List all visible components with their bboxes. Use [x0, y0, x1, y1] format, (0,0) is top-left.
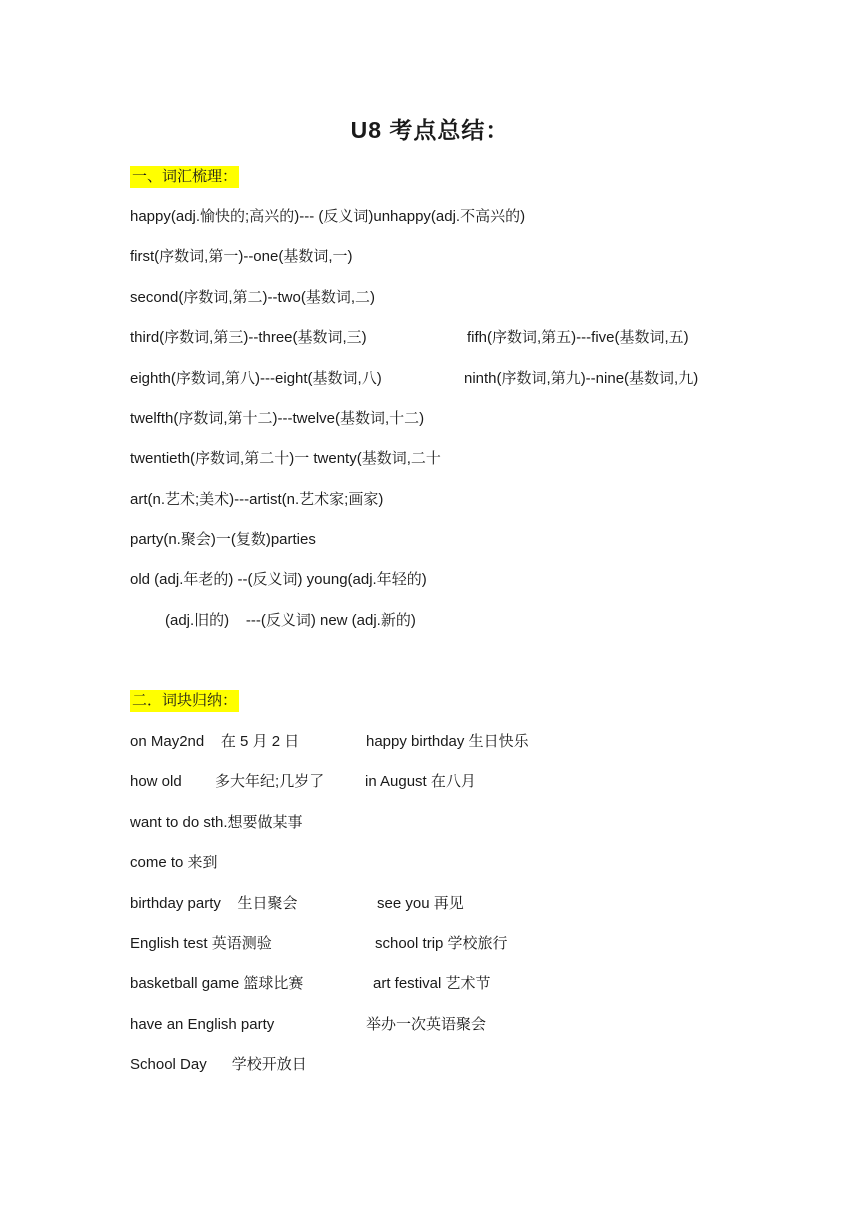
vocab-line: first(序数词,第一)--one(基数词,一) [130, 248, 353, 265]
phrase-line: want to do sth.想要做某事 [130, 814, 303, 831]
phrase-line: in August 在八月 [365, 773, 476, 790]
phrase-line: birthday party 生日聚会 [130, 895, 298, 912]
vocab-line: fifh(序数词,第五)---five(基数词,五) [467, 329, 689, 346]
section-heading-phrases: 二．词块归纳： [130, 690, 239, 712]
phrase-line: how old 多大年纪;几岁了 [130, 773, 325, 790]
phrase-line: on May2nd 在 5 月 2 日 [130, 733, 300, 750]
phrase-line: see you 再见 [377, 895, 464, 912]
vocab-line: (adj.旧的) ---(反义词) new (adj.新的) [165, 612, 416, 629]
vocab-line: old (adj.年老的) --(反义词) young(adj.年轻的) [130, 571, 427, 588]
vocab-line: twelfth(序数词,第十二)---twelve(基数词,十二) [130, 410, 425, 427]
vocab-line: party(n.聚会)一(复数)parties [130, 531, 316, 548]
section-heading-vocabulary: 一、词汇梳理： [130, 166, 239, 188]
page-title: U8 考点总结： [350, 117, 510, 143]
phrase-line: have an English party [130, 1016, 275, 1033]
vocab-line: art(n.艺术;美术)---artist(n.艺术家;画家) [130, 491, 384, 508]
vocab-line: eighth(序数词,第八)---eight(基数词,八) [130, 370, 382, 387]
phrase-line: English test 英语测验 [130, 935, 272, 952]
vocab-line: happy(adj.愉快的;高兴的)--- (反义词)unhappy(adj.不高兴的) [130, 208, 526, 225]
vocab-line: second(序数词,第二)--two(基数词,二) [130, 289, 376, 306]
phrase-line: school trip 学校旅行 [375, 935, 508, 952]
vocab-line: third(序数词,第三)--three(基数词,三) [130, 329, 367, 346]
phrase-line: art festival 艺术节 [373, 975, 491, 992]
phrase-line: happy birthday 生日快乐 [366, 733, 529, 750]
vocab-line: ninth(序数词,第九)--nine(基数词,九) [464, 370, 699, 387]
phrase-line: come to 来到 [130, 854, 218, 871]
phrase-line: 举办一次英语聚会 [366, 1016, 487, 1033]
phrase-line: basketball game 篮球比赛 [130, 975, 304, 992]
phrase-line: School Day 学校开放日 [130, 1056, 307, 1073]
vocab-line: twentieth(序数词,第二十)一 twenty(基数词,二十 [130, 450, 441, 467]
